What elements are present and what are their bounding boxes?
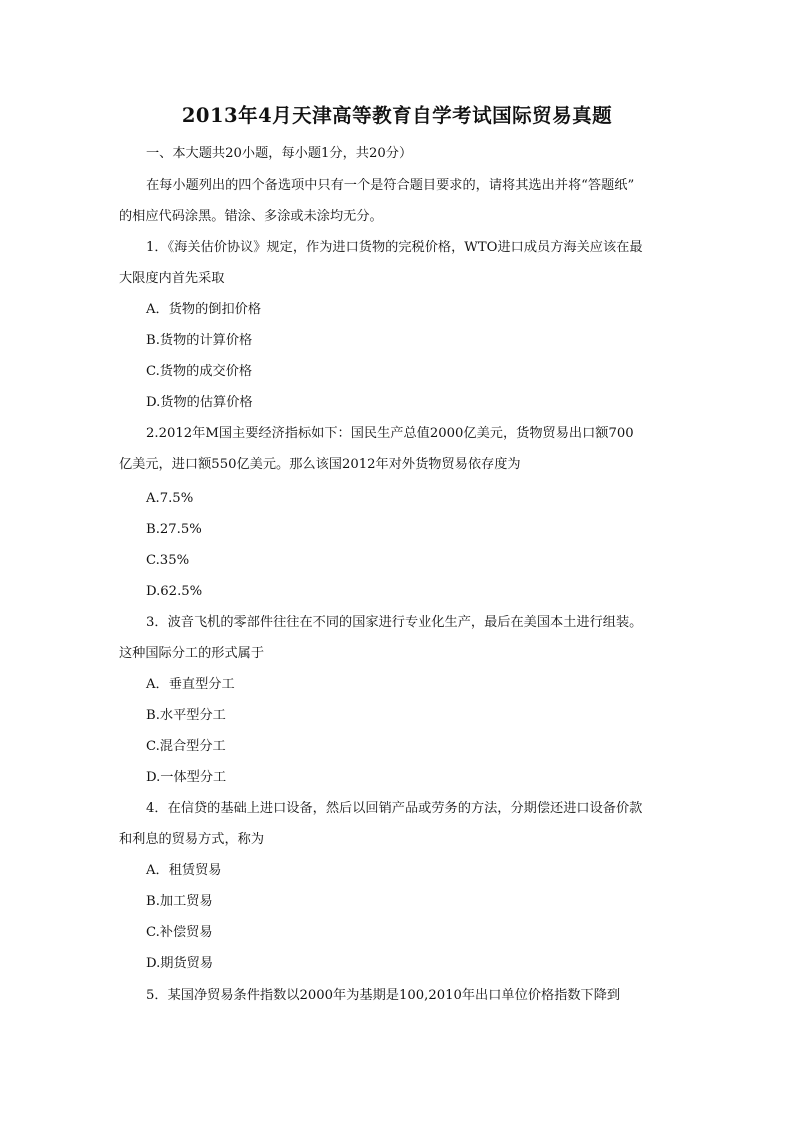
question-2-stem-cont: 亿美元，进口额550亿美元。那么该国2012年对外货物贸易依存度为 xyxy=(119,457,521,472)
question-4-stem: 4．在信贷的基础上进口设备，然后以回销产品或劳务的方法，分期偿还进口设备价款 xyxy=(146,801,643,816)
document-title: 2013年4月天津高等教育自学考试国际贸易真题 xyxy=(181,104,613,127)
question-1-option-a: A．货物的倒扣价格 xyxy=(146,302,262,317)
question-3-option-d: D.一体型分工 xyxy=(146,770,227,785)
instruction-line: 的相应代码涂黑。错涂、多涂或未涂均无分。 xyxy=(119,209,383,224)
question-3-option-b: B.水平型分工 xyxy=(146,708,226,723)
question-1-stem-cont: 大限度内首先采取 xyxy=(119,271,225,286)
question-1-option-b: B.货物的计算价格 xyxy=(146,333,253,348)
question-2-stem: 2.2012年M国主要经济指标如下：国民生产总值2000亿美元，货物贸易出口额700 xyxy=(146,426,634,441)
question-2-option-c: C.35% xyxy=(146,553,190,568)
question-3-option-c: C.混合型分工 xyxy=(146,739,226,754)
question-2-option-d: D.62.5% xyxy=(146,584,203,599)
question-3-option-a: A．垂直型分工 xyxy=(146,677,235,692)
question-4-option-d: D.期货贸易 xyxy=(146,956,214,971)
question-1-option-c: C.货物的成交价格 xyxy=(146,364,253,379)
section-header: 一、本大题共20小题，每小题1分，共20分） xyxy=(146,146,413,161)
question-1-stem: 1．《海关估价协议》规定，作为进口货物的完税价格，WTO进口成员方海关应该在最 xyxy=(146,240,643,255)
question-4-option-b: B.加工贸易 xyxy=(146,894,213,909)
question-2-option-a: A.7.5% xyxy=(146,491,194,506)
question-3-stem: 3．波音飞机的零部件往往在不同的国家进行专业化生产，最后在美国本土进行组装。 xyxy=(146,615,643,630)
question-1-option-d: D.货物的估算价格 xyxy=(146,395,253,410)
instruction-line: 在每小题列出的四个备选项中只有一个是符合题目要求的，请将其选出并将“答题纸” xyxy=(146,178,635,193)
question-2-option-b: B.27.5% xyxy=(146,522,202,537)
question-4-option-a: A．租赁贸易 xyxy=(146,863,222,878)
question-3-stem-cont: 这种国际分工的形式属于 xyxy=(119,646,265,661)
question-4-stem-cont: 和利息的贸易方式，称为 xyxy=(119,832,265,847)
question-5-stem: 5．某国净贸易条件指数以2000年为基期是100,2010年出口单位价格指数下降到 xyxy=(146,988,621,1003)
question-4-option-c: C.补偿贸易 xyxy=(146,925,213,940)
